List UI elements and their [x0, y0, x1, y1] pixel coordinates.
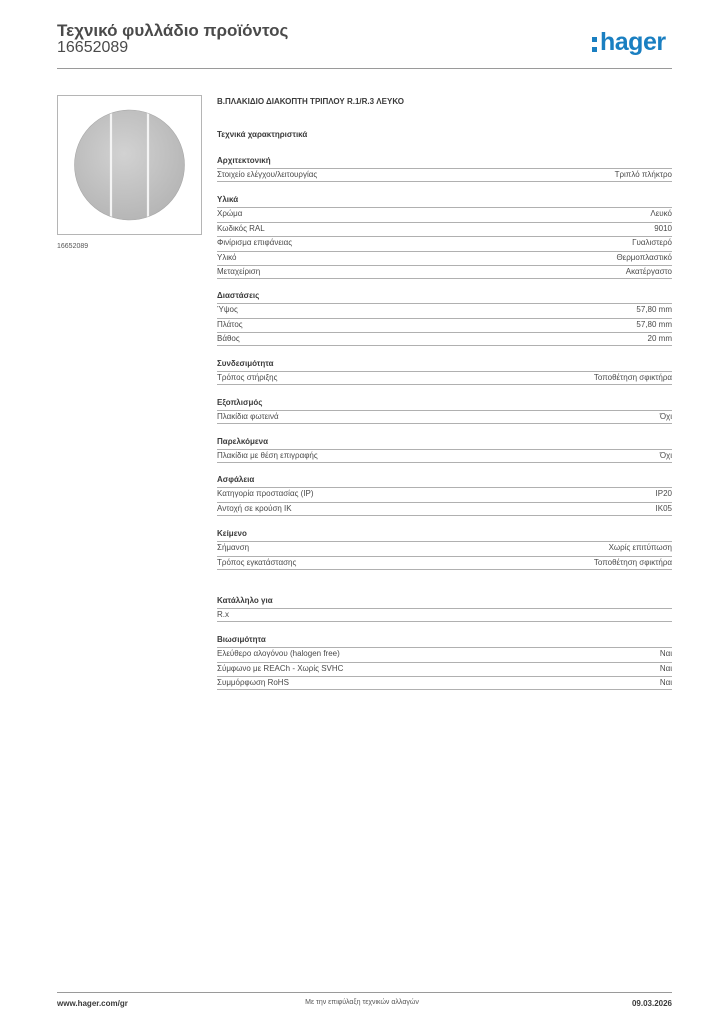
footer-date: 09.03.2026: [631, 999, 672, 1008]
spec-label: Ελεύθερο αλογόνου (halogen free): [217, 649, 340, 658]
spec-value: Χωρίς επιτύπωση: [608, 543, 672, 552]
spec-value: 20 mm: [647, 334, 672, 343]
spec-label: Στοιχείο ελέγχου/λειτουργίας: [217, 170, 318, 179]
section-title: Κατάλληλο για: [217, 596, 273, 605]
spec-value: IK05: [655, 503, 672, 513]
spec-value: IP20: [655, 489, 672, 498]
hager-logo: [592, 27, 666, 57]
section-title: Παρελκόμενα: [217, 437, 269, 446]
spec-label: Φινίρισμα επιφάνειας: [217, 238, 293, 247]
spec-value: Ναι: [659, 678, 672, 687]
spec-row: [217, 222, 672, 236]
spec-row: [217, 168, 672, 182]
spec-row: [217, 541, 672, 555]
spec-value: Τοποθέτηση σφικτήρα: [593, 557, 672, 567]
header-title: Τεχνικό φυλλάδιο προϊόντος: [57, 21, 289, 40]
spec-row: [217, 251, 672, 265]
spec-label: Βάθος: [217, 334, 240, 343]
footer-divider: [57, 992, 672, 993]
logo-dots-icon: [592, 37, 597, 52]
section-title: Κείμενο: [217, 529, 247, 538]
section-title: Υλικά: [217, 195, 239, 204]
spec-row: [217, 371, 672, 385]
spec-value: 57,80 mm: [636, 319, 672, 329]
spec-value: Τριπλό πλήκτρο: [614, 170, 672, 179]
spec-value: Θερμοπλαστικό: [616, 252, 672, 262]
spec-label: Τρόπος στήριξης: [217, 373, 278, 382]
spec-row: [217, 207, 672, 221]
spec-label: Ύψος: [217, 305, 238, 314]
spec-row: [217, 662, 672, 676]
spec-label: Πλακίδια με θέση επιγραφής: [217, 451, 318, 460]
section-title: Βιωσιμότητα: [217, 635, 266, 644]
spec-label: Αντοχή σε κρούση IK: [217, 503, 292, 513]
spec-label: Κατηγορία προστασίας (IP): [217, 489, 314, 498]
spec-row: [217, 502, 672, 516]
logo-text: hager: [600, 27, 666, 56]
spec-row: [217, 410, 672, 424]
spec-value: Όχι: [659, 412, 672, 421]
spec-value: Γυαλιστερό: [632, 238, 672, 247]
section-title: Αρχιτεκτονική: [217, 156, 271, 165]
spec-value: Ναι: [659, 649, 672, 658]
header-divider: [57, 68, 672, 69]
spec-row: [217, 236, 672, 250]
section-title: Συνδεσιμότητα: [217, 359, 274, 368]
spec-row: [217, 303, 672, 317]
product-image: [57, 95, 202, 235]
product-code: 16652089: [57, 39, 129, 56]
spec-row: [217, 318, 672, 332]
spec-label: Σύμφωνο με REACh - Χωρίς SVHC: [217, 663, 344, 673]
spec-label: Πλακίδια φωτεινά: [217, 412, 279, 421]
spec-heading: Τεχνικά χαρακτηριστικά: [217, 130, 308, 139]
spec-label: Μεταχείριση: [217, 267, 261, 276]
footer-notice: Με την επιφύλαξη τεχνικών αλλαγών: [305, 999, 419, 1006]
spec-label: Σήμανση: [217, 543, 250, 552]
spec-row: [217, 556, 672, 570]
spec-label: R.x: [217, 610, 229, 619]
image-caption: 16652089: [57, 243, 89, 250]
spec-label: Πλάτος: [217, 319, 243, 329]
spec-row: [217, 647, 672, 661]
spec-row: [217, 265, 672, 279]
product-title: Β.ΠΛΑΚΙΔΙΟ ΔΙΑΚΟΠΤΗ ΤΡΙΠΛΟΥ R.1/R.3 ΛΕΥΚΟ: [217, 97, 404, 106]
spec-row: [217, 487, 672, 501]
spec-row: [217, 608, 672, 622]
spec-value: Λευκό: [650, 209, 672, 218]
spec-label: Υλικό: [217, 252, 237, 262]
spec-value: 9010: [654, 223, 672, 233]
spec-value: 57,80 mm: [636, 305, 672, 314]
spec-value: Ακατέργαστο: [625, 267, 672, 276]
spec-value: Τοποθέτηση σφικτήρα: [593, 373, 672, 382]
spec-row: [217, 332, 672, 346]
spec-label: Τρόπος εγκατάστασης: [217, 557, 297, 567]
section-title: Ασφάλεια: [217, 475, 255, 484]
switch-plate-icon: [58, 96, 201, 234]
spec-value: Όχι: [659, 451, 672, 460]
spec-label: Συμμόρφωση RoHS: [217, 678, 289, 687]
footer-website[interactable]: www.hager.com/gr: [57, 999, 128, 1008]
spec-row: [217, 449, 672, 463]
spec-value: Ναι: [659, 663, 672, 673]
spec-row: [217, 676, 672, 690]
spec-label: Χρώμα: [217, 209, 243, 218]
spec-label: Κωδικός RAL: [217, 223, 265, 233]
section-title: Διαστάσεις: [217, 291, 260, 300]
section-title: Εξοπλισμός: [217, 398, 263, 407]
